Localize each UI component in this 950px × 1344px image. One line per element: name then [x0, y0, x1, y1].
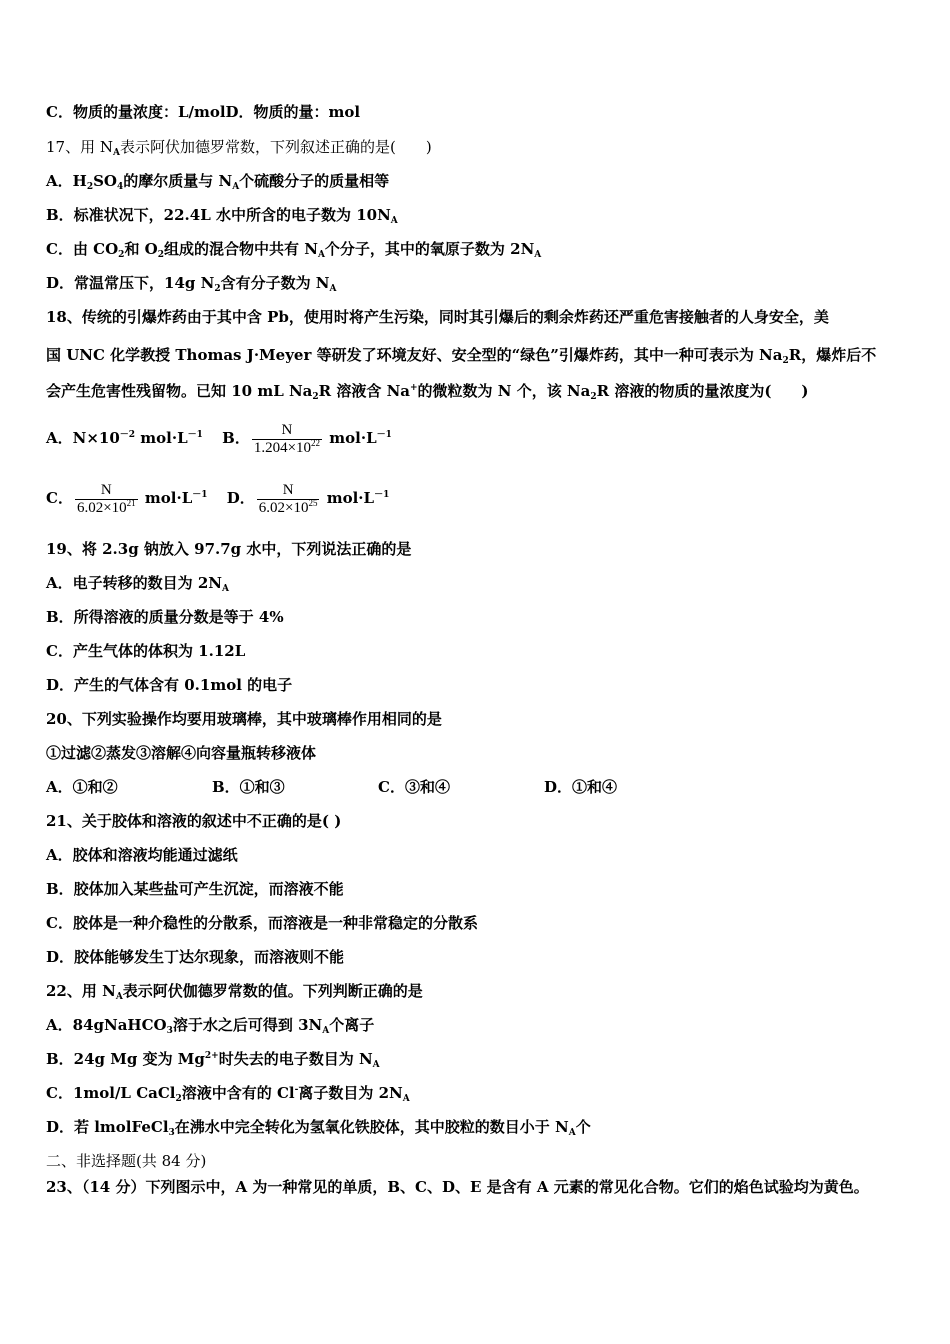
q21-stem: 21、关于胶体和溶液的叙述中不正确的是( ) — [46, 812, 342, 830]
fraction: $\frac{N}{6.02\times 10^{21}}$ — [76, 481, 136, 516]
q21-option-c: C．胶体是一种介稳性的分散系，而溶液是一种非常稳定的分散系 — [46, 914, 478, 932]
q17-option-b: B．标准状况下，22.4L 水中所含的电子数为 $10N_A$ — [46, 206, 398, 226]
q19-option-d: D．产生的气体含有 0.1mol 的电子 — [46, 676, 293, 694]
q17-option-a: A．$H_2SO_4$的摩尔质量与 $N_A$个硫酸分子的质量相等 — [46, 172, 390, 192]
q23-stem: 23、（14 分）下列图示中，A 为一种常见的单质，B、C、D、E 是含有 A 元素的常见化合物。它们的焰色试验均为黄色。 — [46, 1178, 869, 1196]
q21-option-d: D．胶体能够发生丁达尔现象，而溶液则不能 — [46, 948, 345, 966]
q20-stem: 20、下列实验操作均要用玻璃棒，其中玻璃棒作用相同的是 — [46, 710, 442, 728]
q22-option-d: D．若 lmolFeCl$_3$在沸水中完全转化为氢氧化铁胶体，其中胶粒的数目小于 $N_A$个 — [46, 1118, 591, 1138]
q20-option-a: A．①和② — [46, 778, 118, 796]
section-heading: 二、非选择题(共 84 分) — [46, 1152, 207, 1170]
q19-option-a: A．电子转移的数目为 $2N_A$ — [46, 574, 229, 594]
fraction: $\frac{N}{6.02\times 10^{25}}$ — [258, 481, 318, 516]
q16-options-cd — [46, 102, 360, 122]
q22-option-b: B．24g Mg 变为 $Mg^{2+}$时失去的电子数目为 $N_A$ — [46, 1050, 380, 1070]
q18-option-d: D． $\frac{N}{6.02\times 10^{25}}$ $mol\cdot L^{-1}$ — [226, 481, 390, 516]
q18-option-c: C． $\frac{N}{6.02\times 10^{21}}$ $mol\cdot L^{-1}$ — [46, 481, 208, 516]
q18-stem-line2: 国 UNC 化学教授 Thomas J·Meyer 等研发了环境友好、安全型的“绿色”引爆炸药，其中一种可表示为 $Na_2R$，爆炸后不 — [46, 346, 877, 366]
fraction: $\frac{N}{1.204\times 10^{22}}$ — [253, 421, 321, 456]
q21-option-a: A．胶体和溶液均能通过滤纸 — [46, 846, 238, 864]
q21-option-b: B．胶体加入某些盐可产生沉淀，而溶液不能 — [46, 880, 344, 898]
q20-option-c: C．③和④ — [378, 778, 450, 796]
q18-stem-line1: 18、传统的引爆炸药由于其中含 Pb，使用时将产生污染，同时其引爆后的剩余炸药还严重危害接触者的人身安全，美 — [46, 308, 829, 326]
q19-option-c: C．产生气体的体积为 1.12L — [46, 642, 246, 660]
q18-options-cd — [46, 478, 389, 518]
q17-option-d: D．常温常压下，14g $N_2$含有分子数为 $N_A$ — [46, 274, 337, 294]
q19-stem: 19、将 2.3g 钠放入 97.7g 水中，下列说法正确的是 — [46, 540, 412, 558]
q17-stem: 17、用 $N_A$表示阿伏加德罗常数，下列叙述正确的是( ) — [46, 138, 432, 158]
q18-option-a: A．$N\times 10^{-2}$ $mol\cdot L^{-1}$ — [46, 429, 203, 447]
q22-option-a: A．84gNaHCO$_3$溶于水之后可得到 $3N_A$个离子 — [46, 1016, 375, 1036]
q20-options — [46, 777, 617, 797]
q18-stem-line3: 会产生危害性残留物。已知 10 mL $Na_2R$ 溶液含 Na+的微粒数为 N 个，该 $Na_2R$ 溶液的物质的量浓度为( ) — [46, 382, 809, 402]
q22-option-c: C．1mol/L CaCl$_2$溶液中含有的 Cl-离子数目为 $2N_A$ — [46, 1084, 410, 1104]
q22-stem: 22、用 $N_A$表示阿伏伽德罗常数的值。下列判断正确的是 — [46, 982, 423, 1002]
q20-list: ①过滤②蒸发③溶解④向容量瓶转移液体 — [46, 744, 317, 762]
q19-option-b: B．所得溶液的质量分数是等于 4% — [46, 608, 284, 626]
option-c: C．物质的量浓度：L/mol — [46, 103, 226, 121]
q18-options-ab — [46, 418, 392, 458]
q20-option-b: B．①和③ — [212, 778, 285, 796]
q20-option-d: D．①和④ — [544, 778, 618, 796]
option-d: D．物质的量：mol — [225, 103, 361, 121]
q18-option-b: B． $\frac{N}{1.204\times 10^{22}}$ $mol\cdot L^{-1}$ — [222, 421, 392, 456]
q17-option-c: C．由 $CO_2$和 $O_2$组成的混合物中共有 $N_A$个分子，其中的氧原子数为 $2N_A$ — [46, 240, 542, 260]
